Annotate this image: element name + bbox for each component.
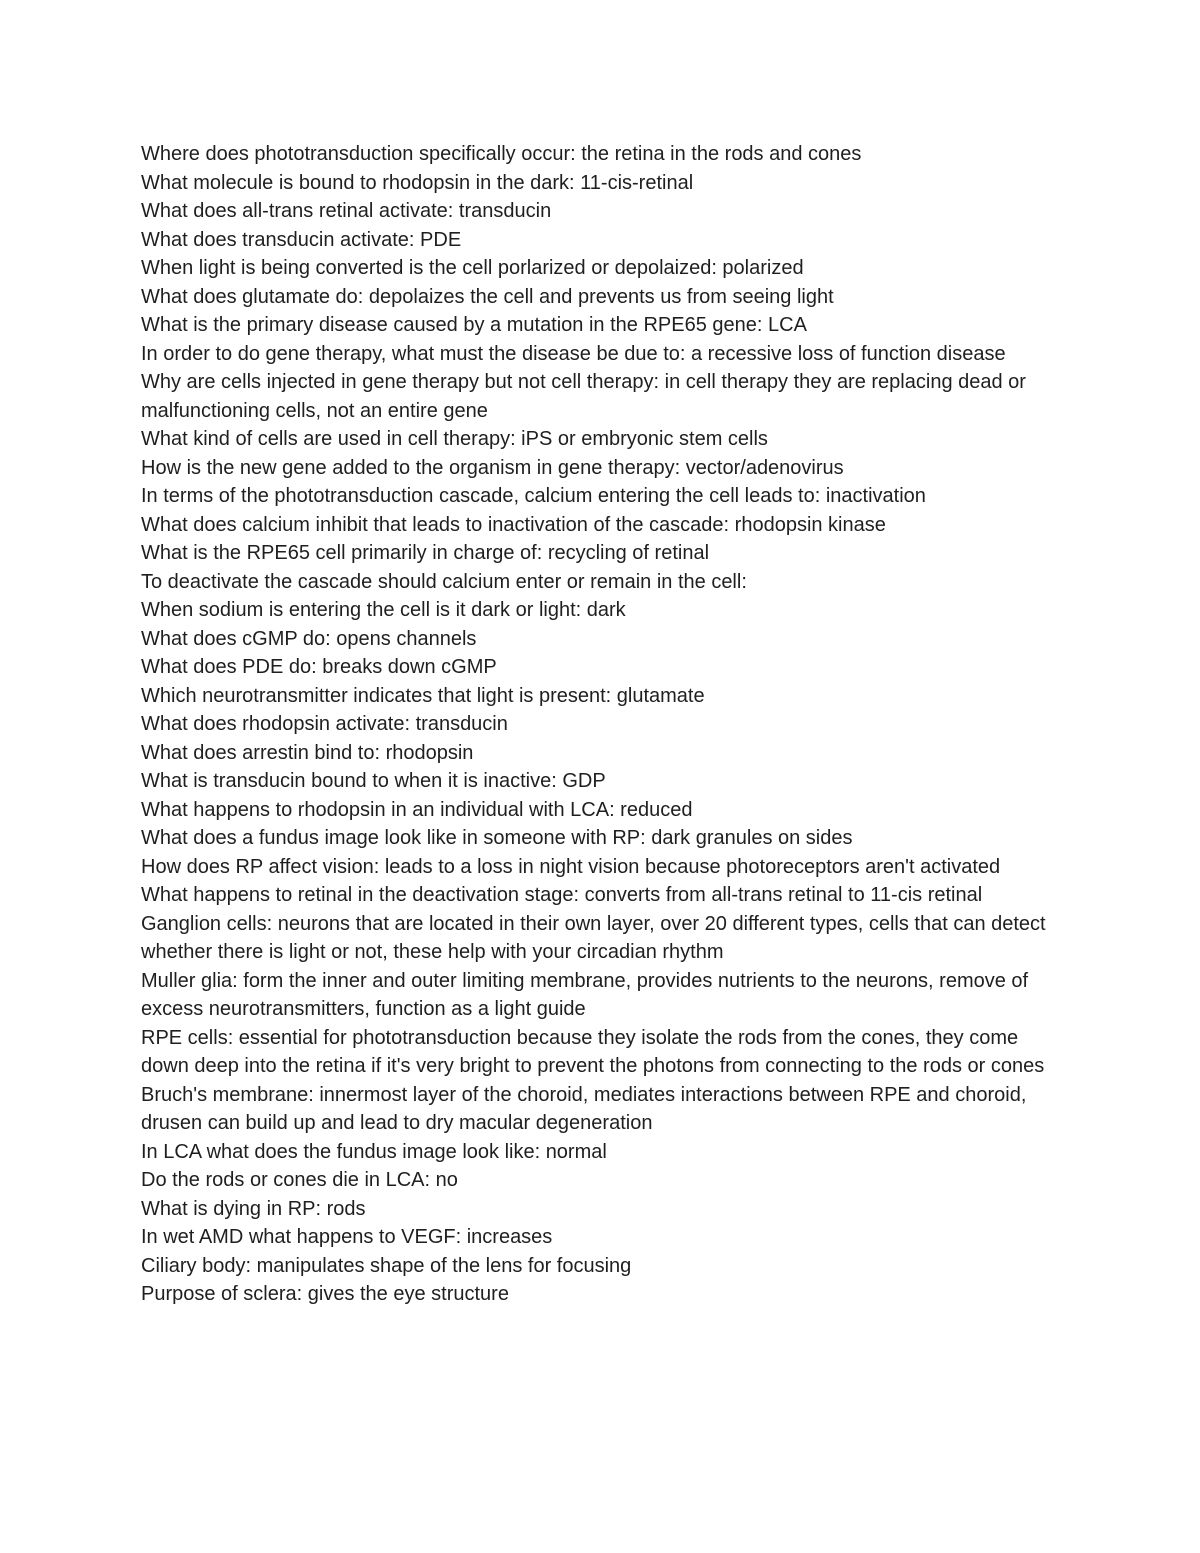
- text-line: In order to do gene therapy, what must the disease be due to: a recessive loss of function disease: [141, 342, 1006, 365]
- text-line: Where does phototransduction specifically occur: the retina in the rods and cones: [141, 143, 862, 165]
- text-line: What does arrestin bind to: rhodopsin: [141, 741, 474, 764]
- text-line: In wet AMD what happens to VEGF: increases: [141, 1226, 553, 1248]
- text-line: Why are cells injected in gene therapy but not cell therapy: in cell therapy they are replacing dead or malfunctioning cells, not an entire gene: [141, 371, 1026, 422]
- text-line: What does a fundus image look like in someone with RP: dark granules on sides: [141, 827, 853, 849]
- text-line: What does calcium inhibit that leads to inactivation of the cascade: rhodopsin kinase: [141, 513, 886, 536]
- text-line: What does transducin activate: PDE: [141, 228, 462, 251]
- text-line: What is the RPE65 cell primarily in charge of: recycling of retinal: [141, 542, 710, 564]
- text-line: Which neurotransmitter indicates that light is present: glutamate: [141, 684, 705, 707]
- text-line: To deactivate the cascade should calcium enter or remain in the cell:: [141, 570, 747, 593]
- text-line: In LCA what does the fundus image look like: normal: [141, 1140, 607, 1163]
- document-body: [141, 140, 1061, 1309]
- text-line: When sodium is entering the cell is it dark or light: dark: [141, 599, 626, 621]
- text-line: When light is being converted is the cell porlarized or depolaized: polarized: [141, 257, 804, 279]
- text-line: Muller glia: form the inner and outer limiting membrane, provides nutrients to the neurons, remove of excess neurotransmitters, function as a light guide: [141, 969, 1029, 1020]
- text-line: Purpose of sclera: gives the eye structure: [141, 1283, 509, 1305]
- text-line: What happens to rhodopsin in an individual with LCA: reduced: [141, 798, 693, 821]
- text-line: What does cGMP do: opens channels: [141, 627, 477, 650]
- text-line: What does rhodopsin activate: transducin: [141, 713, 508, 735]
- text-line: How does RP affect vision: leads to a loss in night vision because photoreceptors aren't activated: [141, 855, 1001, 878]
- text-line: What happens to retinal in the deactivation stage: converts from all-trans retinal to 11-cis retinal: [141, 884, 983, 906]
- text-line: What does PDE do: breaks down cGMP: [141, 656, 497, 678]
- text-line: Ciliary body: manipulates shape of the lens for focusing: [141, 1254, 632, 1277]
- text-line: What does glutamate do: depolaizes the cell and prevents us from seeing light: [141, 285, 834, 308]
- text-line: What is dying in RP: rods: [141, 1197, 366, 1220]
- text-line: Ganglion cells: neurons that are located in their own layer, over 20 different types, cells that can detect whether there is light or not, these help with your circadian rhythm: [141, 912, 1046, 963]
- text-line: What kind of cells are used in cell therapy: iPS or embryonic stem cells: [141, 428, 768, 450]
- text-line: How is the new gene added to the organism in gene therapy: vector/adenovirus: [141, 456, 844, 479]
- text-line: RPE cells: essential for phototransduction because they isolate the rods from the cones, they come down deep into the retina if it's very bright to prevent the photons from connecting to the rods or cones: [141, 1026, 1045, 1077]
- text-line: What is the primary disease caused by a mutation in the RPE65 gene: LCA: [141, 314, 807, 336]
- text-line: Bruch's membrane: innermost layer of the choroid, mediates interactions between RPE and choroid, drusen can build up and lead to dry macular degeneration: [141, 1083, 1027, 1134]
- text-line: In terms of the phototransduction cascade, calcium entering the cell leads to: inactivation: [141, 485, 926, 507]
- text-line: Do the rods or cones die in LCA: no: [141, 1169, 458, 1191]
- text-line: What molecule is bound to rhodopsin in the dark: 11-cis-retinal: [141, 171, 694, 194]
- text-line: What does all-trans retinal activate: transducin: [141, 200, 552, 222]
- text-line: What is transducin bound to when it is inactive: GDP: [141, 770, 606, 792]
